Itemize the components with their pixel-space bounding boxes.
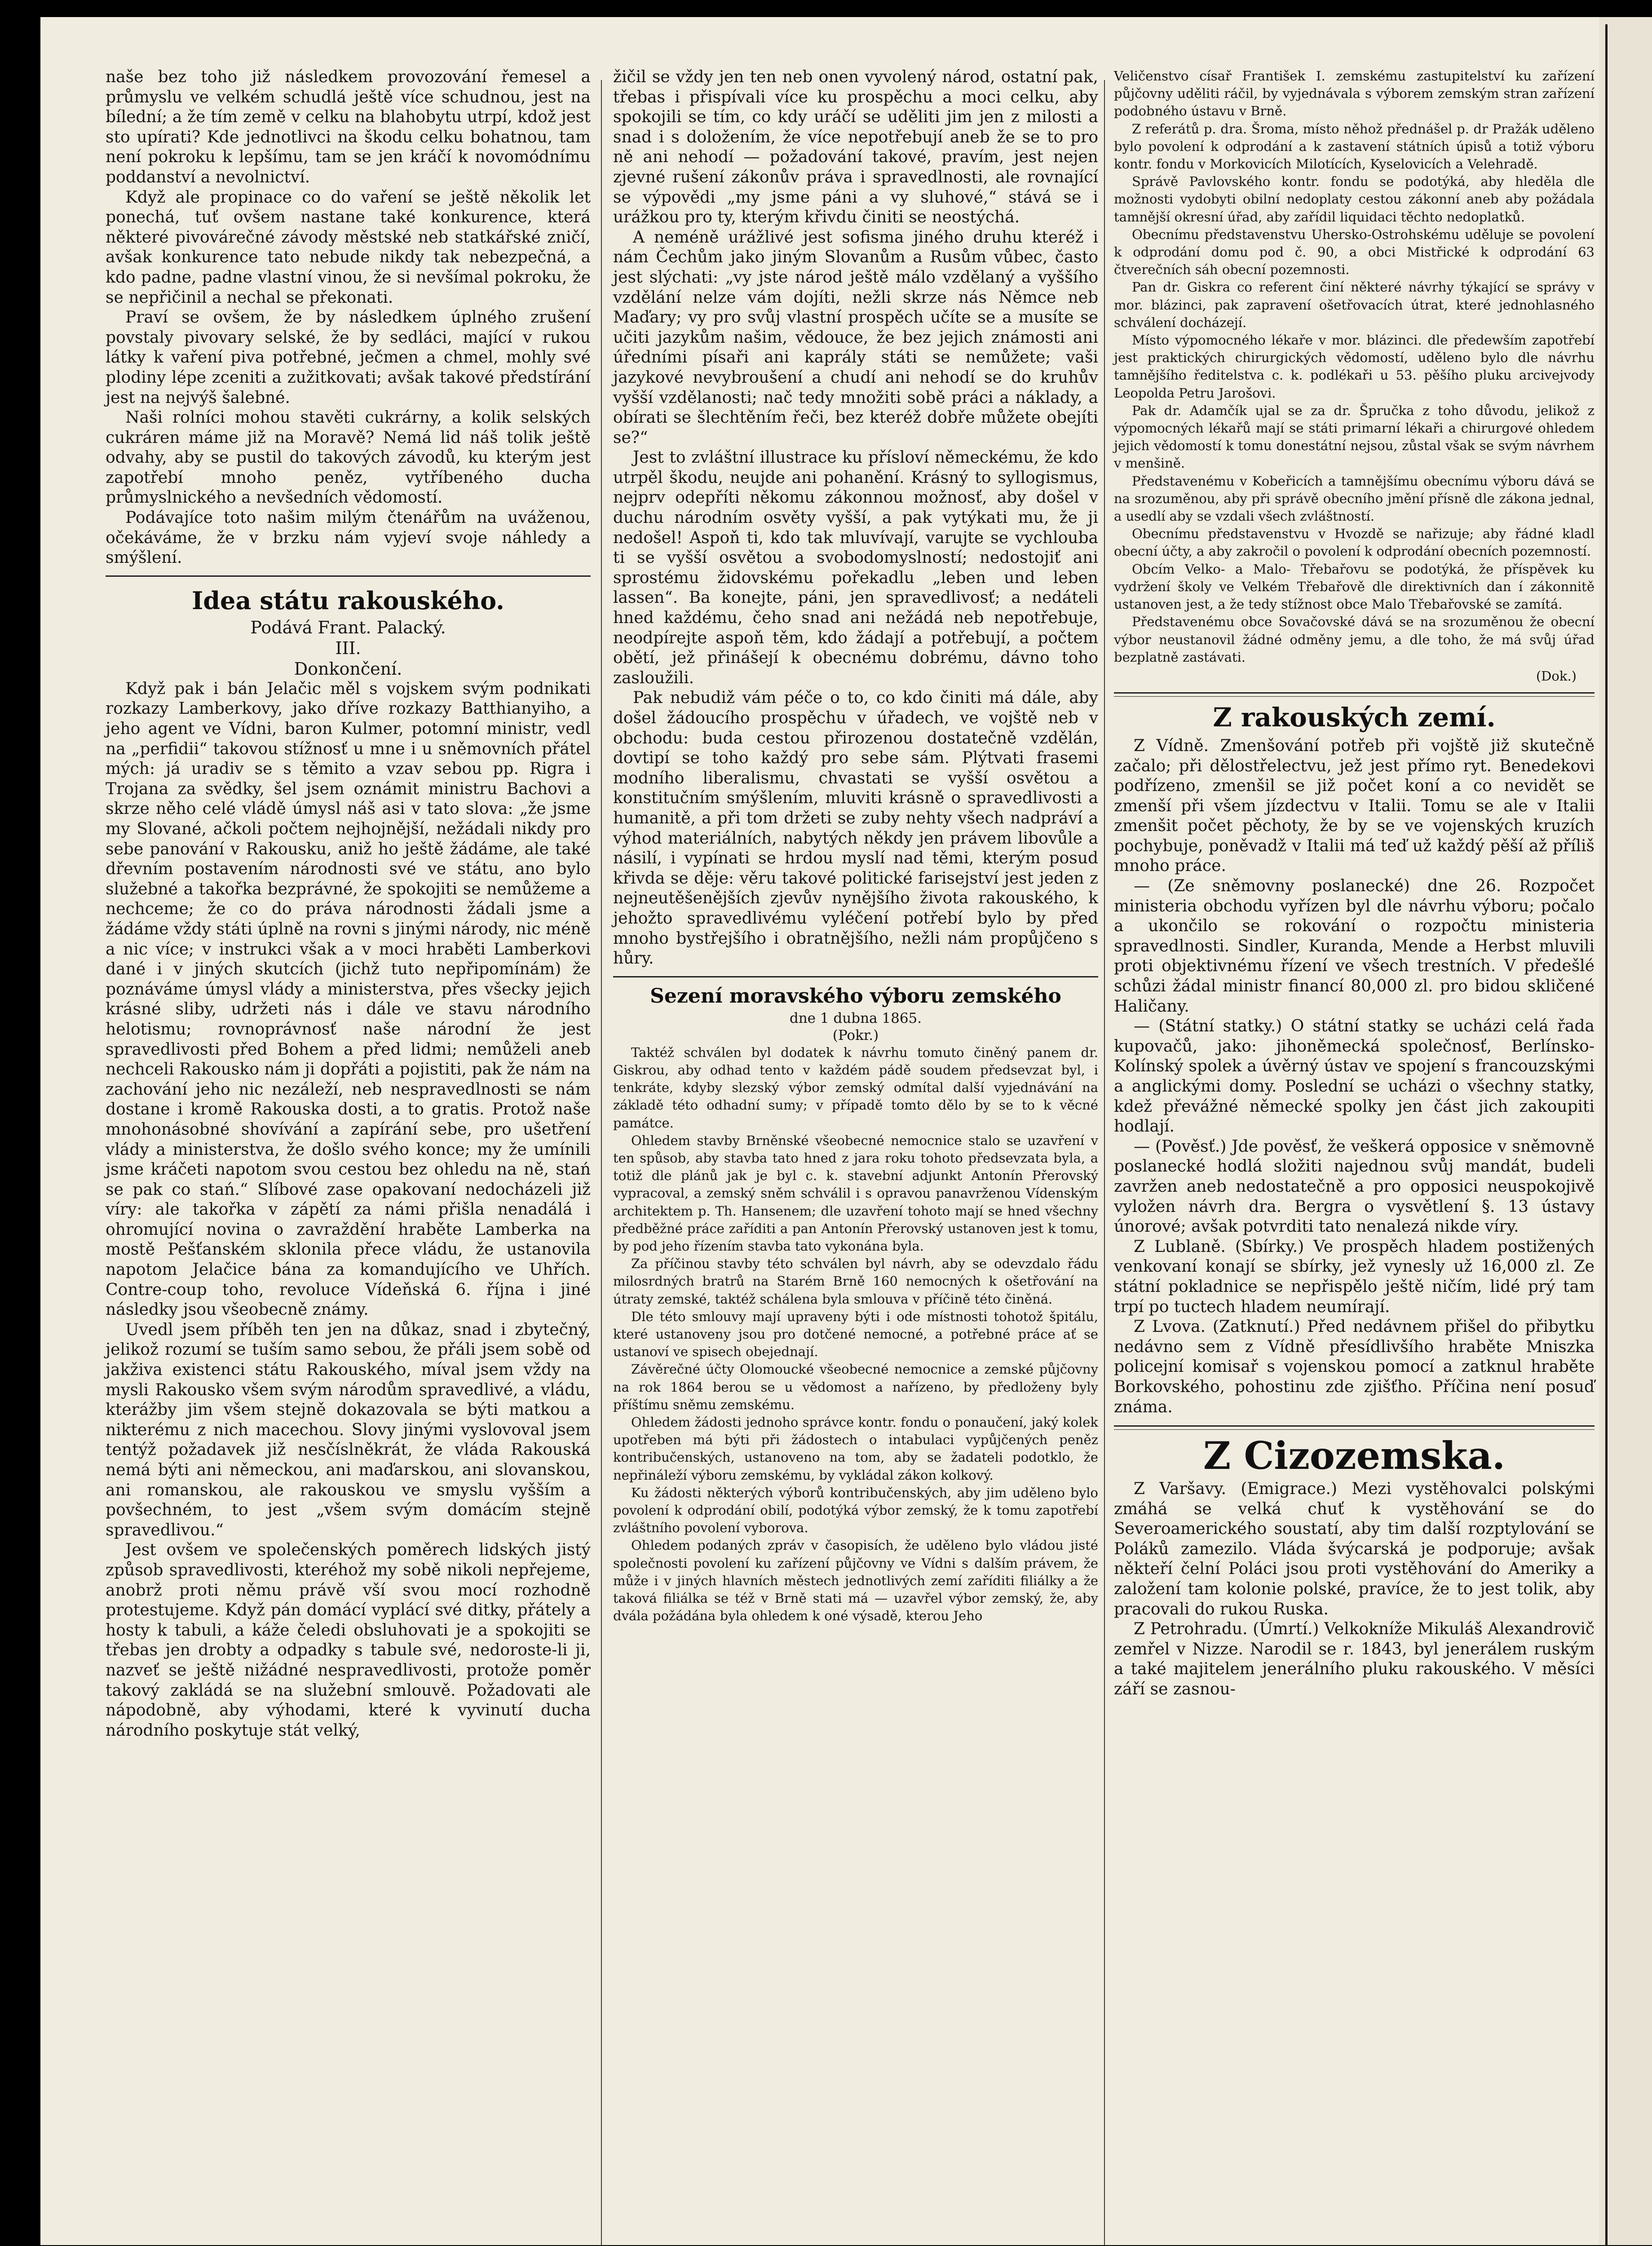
paragraph: Praví se ovšem, že by následkem úplného zrušení povstaly pivovary selské, že by sedláci, mající v rukou látky k vaření piva potřebné, ječmen a chmel, mohly své plodiny lépe zceniti a zužitkovati; avšak takové předstírání jest na nejvýš šalebné. (106, 308, 591, 407)
paragraph: Představenému obce Sovačovské dává se na srozuměnou že obecní výbor neustanovil žádné odměny jemu, a dle toho, že má svůj úřad bezplatně zastávati. (1114, 614, 1595, 665)
paragraph: A neméně urážlivé jest sofisma jiného druhu kteréž i nám Čechům jako jiným Slovanům a Rusům vůbec, často jest slýchati: „vy jste národ ještě málo vzdělaný a vyššího vzdělání nelze vám dojíti, nežli skrze nás Němce neb Maďary; vy pro svůj vlastní prospěch učíte se a musíte se učiti jazykům našim, vědouce, že bez jejich známosti ani úředními písaři ani kaprály státi se nemůžete; vaši jazykové nevybroušení a chudí ani nehodí se do kruhův vyšší vzdělanosti; nač tedy množiti sobě práci a náklady, a obírati se šlechtěním řeči, bez kteréž dobře můžete obejíti se?“ (613, 228, 1098, 447)
article-date: dne 1 dubna 1865. (789, 1010, 922, 1026)
paragraph: Taktéž schválen byl dodatek k návrhu tomuto činěný panem dr. Giskrou, aby odhad tento v každém pádě soudem předsevzat byl, i tenkráte, kdyby slezský výbor zemský odmítal další vyjednávání na základě této odhadní sumy; v případě tomto dělo by se to k věcné památce. (613, 1044, 1098, 1131)
paragraph: Místo výpomocného lékaře v mor. blázinci. dle předewším zapotřebí jest praktických chirurgických vědomostí, uděleno bylo dle návrhu tamnějšího ředitelstva c. k. podlékaři u 53. pěšího pluku arcivejvody Leopolda Petru Jarošovi. (1114, 332, 1595, 401)
paragraph: Podávajíce toto našim milým čtenářům na uváženou, očekáváme, že v brzku nám vyjeví svoje náhledy a smýšlení. (106, 508, 591, 567)
column-1 (106, 67, 591, 1741)
column-divider-1 (601, 80, 602, 2245)
edge-rule (1605, 24, 1608, 2246)
paragraph: Pak dr. Adamčík ujal se za dr. Špručka z toho důvodu, jelikož z výpomocných lékařů mají se státi primarní lékaři a chirurgové ohledem jejich vědomostí k tomu donestátní nejsou, zůstal však se svým návrhem v menšině. (1114, 402, 1595, 471)
news-item: Z Lublaně. (Sbírky.) Ve prospěch hladem postižených venkovaní konají se sbírky, jež vynesly už 16,000 zl. Ze státní pokladnice se nepřispělo ještě ničím, lidé prý tam trpí po tuctech hladem neumírají. (1114, 1237, 1595, 1316)
column-2 (613, 67, 1098, 1625)
section-rule (1114, 1425, 1595, 1430)
news-item: — (Státní statky.) O státní statky se ucházi celá řada kupovačů, jako: jihoněmecká společnosť, Berlínsko-Kolínský spolek a úvěrný ústav ve spojení s francouzskými a anglickými domy. Poslední se ucházi o všechny statky, kdež převážné německé spolky jen část jich zakoupiti hodlají. (1114, 1017, 1595, 1136)
paragraph: Představenému v Kobeřicích a tamnějšímu obecnímu výboru dává se na srozuměnou, aby při správě obecního jmění přísně dle zákona jednal, a usedlí aby se vzdali všech zvláštností. (1114, 473, 1595, 524)
article-end-mark: (Dok.) (1536, 668, 1577, 684)
paragraph: Když ale propinace co do vaření se ještě několik let ponechá, tuť ovšem nastane také konkurence, která některé pivovárečné závody městské neb statkářské zničí, avšak konkurence tato nebude nikdy tak nebezpečná, a kdo padne, padne vlastní vinou, že si nevšímal pokroku, že se nepřičinil a nechal se překonati. (106, 188, 591, 307)
paragraph: Z referátů p. dra. Šroma, místo něhož přednášel p. dr Pražák uděleno bylo povolení k odprodání a k zastavení státních úpisů a totiž výboru kontr. fondu v Morkovicích Milotících, Kyselovicích a Velehradě. (1114, 121, 1595, 172)
paragraph: Závěrečné účty Olomoucké všeobecné nemocnice a zemské půjčovny na rok 1864 berou se u vědomost a nařízeno, by předloženy byly příštímu sněmu zemskému. (613, 1362, 1098, 1412)
section-rule (613, 976, 1098, 977)
paragraph: Ku žádosti některých výborů kontribučenských, aby jim uděleno bylo povolení k odprodání obilí, podotýká výbor zemský, že k tomu zapotřebí zvláštního povolení vyborova. (613, 1485, 1098, 1536)
paragraph: Ohledem stavby Brněnské všeobecné nemocnice stalo se uzavření v ten spůsob, aby stavba tato hned z jara roku tohoto předsevzata byla, a totiž dle plánů jak je byl c. k. stavební adjunkt Antonín Přerovský vypracoval, a zemský sněm schválil i s opravou panavrženou Vídenským architektem p. Th. Hansenem; dle uzavření tohoto mají se hned všechny předběžné práce zaříditi a pan Antonín Přerovský ustanoven jest k tomu, by pod jeho řízením stavba tato vykonána byla. (613, 1132, 1098, 1254)
paragraph: Když pak i bán Jelačic měl s vojskem svým podnikati rozkazy Lamberkovy, jako dříve rozkazy Batthianyiho, a jeho agent ve Vídni, baron Kulmer, potomní ministr, vedl na „perfidii“ takovou stížnosť u mne i u sněmovních přátel mých: já uradiv se s těmito a vzav sebou pp. Rigra i Trojana za svědky, šel jsem oznámit ministru Bachovi a skrze něho celé vládě úmysl náš asi v tato slova: „že jsme my Slované, ačkoli počtem nejhojnější, nežádali nikdy pro sebe panování v Rakousku, aniž ho ještě žádáme, ale také dřevním postavením národnosti své ve státu, ano bylo služebné a takořka bezprávné, že spokojiti se nemůžeme a nechceme; že co do práva národnosti žádali jsme a žádáme vždy státi úplně na rovni s jinými národy, nic méně a nic více; v instrukci však a v moci hraběti Lamberkovi dané i v jiných skutcích (jichž tuto nepřipomínám) že poznáváme úmysl vlády a ministerstva, přes všecky jejich krásné sliby, udržeti nás i dále ve stavu národního helotismu; rovnoprávnosť naše národní že jest spravedlivosti před Bohem a před lidmi; nemůželi aneb nechceli Rakousko nám ji dopřáti a pojistiti, pak že nám na zachování jeho nic nezáleží, neb nespravedlnosti se nám dostane i kromě Rakouska dosti, a to gratis. Protož naše mnohonásobné shovívání a zapírání sebe, pro ušetření vlády a ministerstva, že došlo svého konce; my že umínili jsme kráčeti napotom svou cestou bez ohledu na ně, stań se pak co stań.“ Slíbové zase opakovaní nedocházeli již víry: ale takořka v zápětí za námi přišla nenadálá i ohromující novina o zavraždění hraběte Lamberka na mostě Pešťanském sklonila přece vládu, že ustanovila napotom Jelačice bána za komandujícího ve Uhřích. Contre-coup toho, revoluce Vídeňská 6. října i jiné následky jsou všeobecně známy. (106, 679, 591, 1319)
paragraph: Uvedl jsem příběh ten jen na důkaz, snad i zbytečný, jelikož rozumí se tuším samo sebou, že přáli jsem sobě od jakživa existenci státu Rakouského, míval jsem vždy na mysli Rakousko všem svým národům spravedlivé, a vládu, kterážby jim všem stejně dokazovala se býti matkou a nikterému z nich macechou. Slovy jinými vyslovoval jsem tentýž požadavek již nesčíslněkrát, že vláda Rakouská nemá býti ani německou, ani maďarskou, ani slovanskou, ani romanskou, ale rakouskou ve smyslu vyšším a povšechném, to jest „všem svým domácím stejně spravedlivou.“ (106, 1320, 591, 1539)
news-item: — (Ze sněmovny poslanecké) dne 26. Rozpočet ministeria obchodu vyřízen byl dle návrhu výboru; počalo a ukončilo se rokování o rozpočtu ministeria spravedlnosti. Sindler, Kuranda, Mende a Herbst mluvili proti objektivnému řízení ve všech trestních. V předešlé schůzi žádal ministr financí 80,000 zl. pro bidou skličené Haličany. (1114, 877, 1595, 1016)
paragraph: naše bez toho již následkem provozování řemesel a průmyslu ve velkém schudlá ještě více schudnou, jest na bílední; a že tím země v celku na blahobytu utrpí, kdož jest sto upírati? Kde jednotlivci na škodu celku bohatnou, tam není pokroku k lepšímu, tam se jen kráčí k novomódnímu poddanství a nevolnictví. (106, 68, 591, 186)
paragraph: Naši rolníci mohou stavěti cukrárny, a kolik selských cukráren máme již na Moravě? Nemá lid náš tolik ještě odvahy, aby se pustil do takových závodů, ku kterým jest zapotřebí mnoho peněz, vytříbeného ducha průmyslnického a nevšedních vědomostí. (106, 408, 591, 507)
paragraph: Veličenstvo císař František I. zemskému zastupitelství ku zařízení půjčovny uděliti ráčil, by vyjednávala s výborem zemským stran zařízení podobného ústavu v Brně. (1114, 68, 1595, 119)
section-title: Z Cizozemska. (1203, 1433, 1506, 1478)
paragraph: Správě Pavlovského kontr. fondu se podotýká, aby hleděla dle možnosti vydobyti obilní nedoplaty cestou zákonní aneb aby požádala tamnější okresní úřad, aby zařídil liquidaci těchto nedoplatků. (1114, 174, 1595, 225)
paragraph: Obcím Velko- a Malo- Třebařovu se podotýká, že příspěvek ku vydržení školy ve Velkém Třebařově dle direktivních dan í zákonnitě ustanoven jest, a že tedy stížnost obce Malo Třebařovské se zamítá. (1114, 561, 1595, 612)
article-title: Idea státu rakouského. (192, 586, 504, 615)
news-item: Z Petrohradu. (Úmrtí.) Velkokníže Mikuláš Alexandrovič zemřel v Nizze. Narodil se r. 1843, byl jenerálem ruským a také majitelem jenerálního pluku rakouského. V měsíci září se zasnou- (1114, 1620, 1595, 1699)
paragraph: Dle této smlouvy mají upraveny býti i ode místnosti tohotož špitálu, které ustanoveny jsou pro dotčené nemocné, a potřebné práce ať se ustanoví ve spisech obejednají. (613, 1309, 1098, 1360)
news-item: Z Lvova. (Zatknutí.) Před nedávnem přišel do přibytku nedávno sem z Vídně přesídlivšího hraběte Mniszka policejní komisař s vojenskou pomocí a zatknul hraběte Borkovského, pohostinu zde zjišťho. Příčina není posuď známa. (1114, 1318, 1595, 1416)
article-author: Podává Frant. Palacký. (250, 617, 446, 637)
paragraph: Ohledem podaných zpráv v časopisích, že uděleno bylo vládou jisté společnosti povolení ku zařízení půjčovny ve Vídni s dalším právem, že může i v jiných hlavních městech jednotlivých zemí zaříditi filiálky a že taková filiálka se též v Brně stati má — uzavřel výbor zemský, že, aby dvála požádána byla ohledem k oné výsadě, kterou Jeho (613, 1538, 1098, 1624)
paragraph: Ohledem žádosti jednoho správce kontr. fondu o ponaučení, jaký kolek upotřeben má býti při žádostech o intabulaci vypůjčených peněz kontribučenských, ustanoveno na tom, aby se žadateli podotklo, že nepřináleží výboru zemskému, by vykládal zákon kolkový. (613, 1414, 1098, 1483)
section-rule (106, 575, 591, 577)
section-rule (1114, 692, 1595, 697)
news-item: Z Varšavy. (Emigrace.) Mezi vystěhovalci polskými zmáhá se velká chuť k vystěhování se do Severoamerického soustatí, aby tim další rozptylování se Poláků zamezilo. Vláda švýcarská je podporuje; avšak někteří čelní Poláci jsou proti vystěhování do Ameriky a založení tam kolonie polské, pravíce, že to jest tolik, aby pracovali do rukou Ruska. (1114, 1480, 1595, 1618)
paragraph: Jest ovšem ve společenských poměrech lidských jistý způsob spravedlivosti, kteréhož my sobě nikoli nepřejeme, anobrž proti němu právě vší svou mocí rozhodně protestujeme. Když pán domácí vyplácí své ditky, přátely a hosty k tabuli, a káže čeledi obsluhovati je a spokojiti se třebas jen drobty a odpadky s tabule své, nedoroste-li ji, nazveť se ještě nižádné nespravedlivosti, protože poměr takový zakládá se na služební smlouvě. Požadovati ale nápodobně, aby výhodami, které k vyvinutí ducha národního poskytuje stát velký, (106, 1541, 591, 1740)
column-3 (1114, 67, 1595, 1700)
news-item: — (Pověsť.) Jde pověsť, že veškerá opposice v sněmovně poslanecké hodlá složiti najednou svůj mandát, budeli zavržen aneb nedostatečně a pro opposici neuspokojivě vyložen návrh dra. Bergra o vysvětlení §. 13 ústavy únorové; avšak potvrditi tato nenalezá nikde víry. (1114, 1137, 1595, 1236)
paragraph: Obecnímu představenstvu Uhersko-Ostrohskému uděluje se povolení k odprodání domu pod č. 90, a obci Mistřické k odprodání 63 čtverečních sáh obecní pozemnosti. (1114, 226, 1595, 278)
page-edge (1599, 17, 1652, 2245)
section-title: Z rakouských zemí. (1213, 702, 1496, 733)
article-continued: (Pokr.) (832, 1027, 879, 1043)
paragraph: Za příčinou stavby této schválen byl návrh, aby se odevzdalo řádu milosrdných bratrů na Starém Brně 160 nemocných k ošetřování na útraty zemské, taktéž schálena byla smlouva v příčině této činěná. (613, 1256, 1098, 1307)
news-item: Z Vídně. Zmenšování potřeb při vojště již skutečně začalo; při dělostřelectvu, jež jest přímo ryt. Benedekovi podřízeno, zmenšil se již počet koní a co nevidět se zmenší při všem jízdectvu v Italii. Tomu se ale v Italii zmenšit počet pěchoty, že by se ve vojenských kruzích pochybuje, poněvadž v Italii má teď už každý pěší až příliš mnoho práce. (1114, 736, 1595, 875)
article-title: Sezení moravského výboru zemského (650, 984, 1061, 1008)
paragraph: Obecnímu představenstvu v Hvozdě se nařizuje; aby řádné kladl obecní účty, a aby zakročil o povolení k odprodání obecních pozemností. (1114, 526, 1595, 559)
paragraph: Jest to zvláštní illustrace ku přísloví německému, že kdo utrpěl škodu, neujde ani pohanění. Krásný to syllogismus, nejprv odepříti někomu zákonnou možnosť, aby došel v duchu národním osvěty vyšší, a pak vytýkati mu, že ji nedošel! Aspoň ti, kdo tak mluvívají, varujte se vychlouba ti se vyšší osvětou a svobodomyslností; nedostojiť ani sprostému židovskému pořekadlu „leben und leben lassen“. Ba konejte, páni, jen spravedlivosť; a nedáteli hned každému, čeho snad ani nežádá neb nepotřebuje, neodpírejte aspoň těm, kdo žádají a potřebují, a počtem obětí, jež přinášejí k obecnému dobrému, dávno toho zasloužili. (613, 448, 1098, 687)
paragraph: Pak nebudiž vám péče o to, co kdo činiti má dále, aby došel žádoucího prospěchu v úřadech, ve vojště neb v obchodu: buda cestou přirozenou dostatečně vzdělán, dovtipí se toho každý pro sebe sám. Plýtvati frasemi modního liberalismu, chvastati se vyšší osvětou a konstitučním smýšlením, mluviti krásně o spravedlivosti a humanitě, a při tom držeti se zuby nehty všech nadpráví a výhod materiálních, nabytých někdy jen právem libovůle a násilí, i vypínati se hrdou myslí nad těmi, kterým posud křivda se děje: věru takové politické farisejství jest jeden z nejneutěšenějších zjevův nynějšího života rakouského, k jehožto spravedlivému vyléčení potřebí bylo by před mnoho bystřejšího i obratnějšího, nežli nám propůjčeno s hůry. (613, 689, 1098, 968)
newspaper-page (40, 17, 1599, 2245)
column-divider-2 (1104, 80, 1105, 2245)
article-part: III. (335, 638, 361, 658)
paragraph: Pan dr. Giskra co referent činí některé návrhy týkající se správy v mor. blázinci, pak zapravení ošetřovacích útrat, které jednohlasného schválení docházejí. (1114, 279, 1595, 330)
paragraph: žičil se vždy jen ten neb onen vyvolený národ, ostatní pak, třebas i přispívali více ku prospěchu a moci celku, aby spokojili se tím, co kdy uráčí se uděliti jim jen z milosti a snad i s doložením, že více nepotřebují aneb že se to pro ně ani nehodí — požadování takové, pravím, jest nejen zjevné rušení zákonův práva i spravedlnosti, ale rovnající se výpovědi „my jsme páni a vy sluhové,“ stává se i urážkou pro ty, kterým křivdu činiti se neostýchá. (613, 68, 1098, 227)
article-subtitle: Donkončení. (294, 659, 402, 679)
